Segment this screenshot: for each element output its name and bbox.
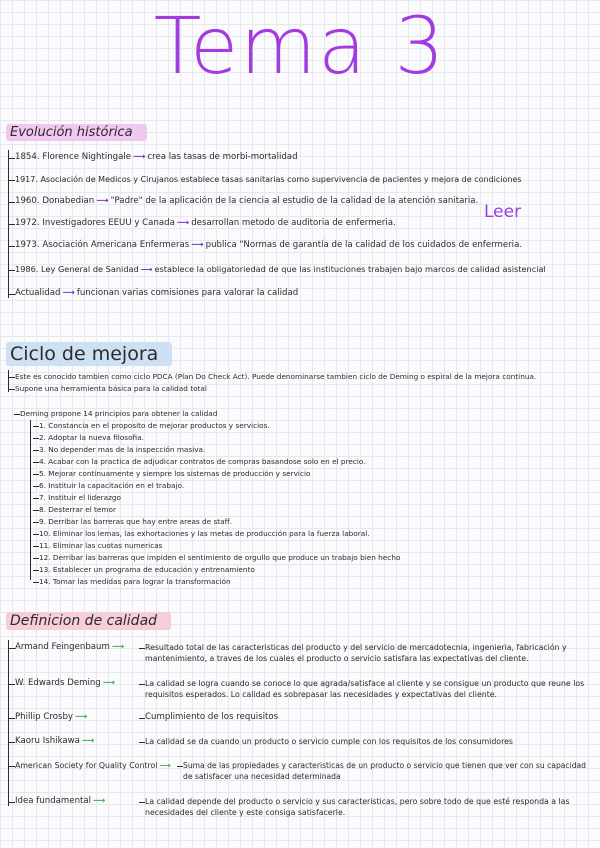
- list-item: Este es conocido tambien como ciclo PDCA (Plan Do Check Act). Puede denominarse tambien ciclo de Deming o espiral de la mejora continua.: [15, 372, 537, 381]
- list-item: 1. Constancia en el proposito de mejorar productos y servicios.: [39, 421, 270, 430]
- arrow-icon: ⟶: [75, 712, 88, 722]
- arrow-icon: ⟶: [133, 152, 146, 162]
- section-heading-evolucion: Evolución histórica: [6, 124, 147, 141]
- list-item: 1917. Asociación de Medicos y Cirujanos establece tasas sanitarias como supervivencia de pacientes y mejora de condiciones: [15, 175, 522, 184]
- list-item: 1854. Florence Nightingale ⟶ crea las tasas de morbi-mortalidad: [15, 152, 298, 162]
- list-item: 2. Adoptar la nueva filosofia.: [39, 433, 144, 442]
- list-item: 4. Acabar con la practica de adjudicar contratos de compras basandose solo en el precio.: [39, 457, 366, 466]
- arrow-icon: ⟶: [62, 288, 75, 298]
- ciclo-intro-tree: [8, 370, 537, 393]
- arrow-icon: ⟶: [81, 736, 95, 746]
- list-item: Actualidad ⟶ funcionan varias comisiones para valorar la calidad: [15, 288, 299, 298]
- list-item: Supone una herramienta básica para la calidad total: [15, 384, 207, 393]
- list-item: 1960. Donabedian ⟶ "Padre" de la aplicación de la ciencia al estudio de la calidad de la atención sanitaria.: [15, 196, 479, 206]
- arrow-icon: ⟶: [111, 642, 125, 652]
- principles-tree: [30, 420, 401, 586]
- list-item: 8. Desterrar el temor: [39, 505, 116, 514]
- arrow-icon: ⟶: [96, 196, 109, 206]
- list-item: 3. No depender mas de la inspección masiva.: [39, 445, 206, 454]
- definition-text: La calidad depende del producto o servicio y sus caracteristicas, pero sobre todo de que esté responda a las necesidades del cliente y este consiga satisfacerle.: [145, 796, 593, 818]
- arrow-icon: ⟶: [159, 761, 171, 770]
- list-item: 1973. Asociación Americana Enfermeras ⟶ publica "Normas de garantía de la calidad de los cuidados de enfermeria.: [15, 240, 523, 250]
- list-item: 1972. Investigadores EEUU y Canada ⟶ desarrollan metodo de auditoria de enfermeria.: [15, 218, 396, 228]
- arrow-icon: ⟶: [176, 218, 190, 228]
- list-item: 13. Establecer un programa de educación y entrenamiento: [39, 565, 255, 574]
- arrow-icon: ⟶: [140, 264, 153, 274]
- definition-text: Suma de las propiedades y caracteristicas de un producto o servicio que tienen que ver con su capacidad de satisfacer una necesidad determinada: [183, 760, 595, 782]
- list-item: 5. Mejorar continuamente y siempre los sistemas de producción y servicio: [39, 469, 311, 478]
- arrow-icon: ⟶: [93, 796, 106, 806]
- definition-text: La calidad se logra cuando se conoce lo que agrada/satisface al cliente y se consigue un producto que reune los requisitos esperados. Lo calidad es sobrepasar las necesidades y expectativas del cliente.: [145, 678, 593, 700]
- list-item: Idea fundamental ⟶: [15, 796, 106, 806]
- definition-text: Cumplimiento de los requisitos: [145, 712, 593, 723]
- list-item: Armand Feingenbaum ⟶: [15, 642, 125, 652]
- list-item: W. Edwards Deming ⟶: [15, 678, 116, 688]
- leer-note: Leer: [484, 202, 522, 222]
- section-heading-ciclo: Ciclo de mejora: [6, 342, 172, 366]
- arrow-icon: ⟶: [102, 678, 116, 688]
- list-item: 6. Instituir la capacitación en el trabajo.: [39, 481, 185, 490]
- list-item: 12. Derribar las barreras que impiden el sentimiento de orgullo que produce un trabajo bien hecho: [39, 553, 401, 562]
- list-item: 10. Eliminar los lemas, las exhortaciones y las metas de producción para la fuerza laboral.: [39, 529, 370, 538]
- arrow-icon: ⟶: [191, 240, 204, 250]
- list-item: 9. Derribar las barreras que hay entre areas de staff.: [39, 517, 232, 526]
- deming-intro: Deming propone 14 principios para obtener la calidad: [20, 409, 218, 418]
- definition-text: Resultado total de las caracteristicas del producto y del servicio de mercadotecnia, ingenieria, fabricación y mantenimiento, a traves de los cuales el producto o servicio satisfara las expectativas del cliente.: [145, 642, 593, 664]
- page-title: Tema 3: [153, 2, 447, 92]
- list-item: 7. Instituir el liderazgo: [39, 493, 121, 502]
- definition-text: La calidad se da cuando un producto o servicio cumple con los requisitos de los consumidores: [145, 736, 593, 747]
- definicion-tree: [8, 640, 586, 817]
- section-heading-definicion: Definicion de calidad: [6, 612, 171, 630]
- list-item: Kaoru Ishikawa ⟶: [15, 736, 95, 746]
- list-item: 1986. Ley General de Sanidad ⟶ establece la obligatoriedad de que las instituciones trabajen bajo marcos de calidad asistencial: [15, 264, 546, 274]
- list-item: American Society for Quality Control ⟶: [15, 761, 171, 770]
- list-item: 11. Eliminar las cuotas numericas: [39, 541, 163, 550]
- list-item: 14. Tomar las medidas para lograr la transformación: [39, 577, 231, 586]
- list-item: Phillip Crosby ⟶: [15, 712, 88, 722]
